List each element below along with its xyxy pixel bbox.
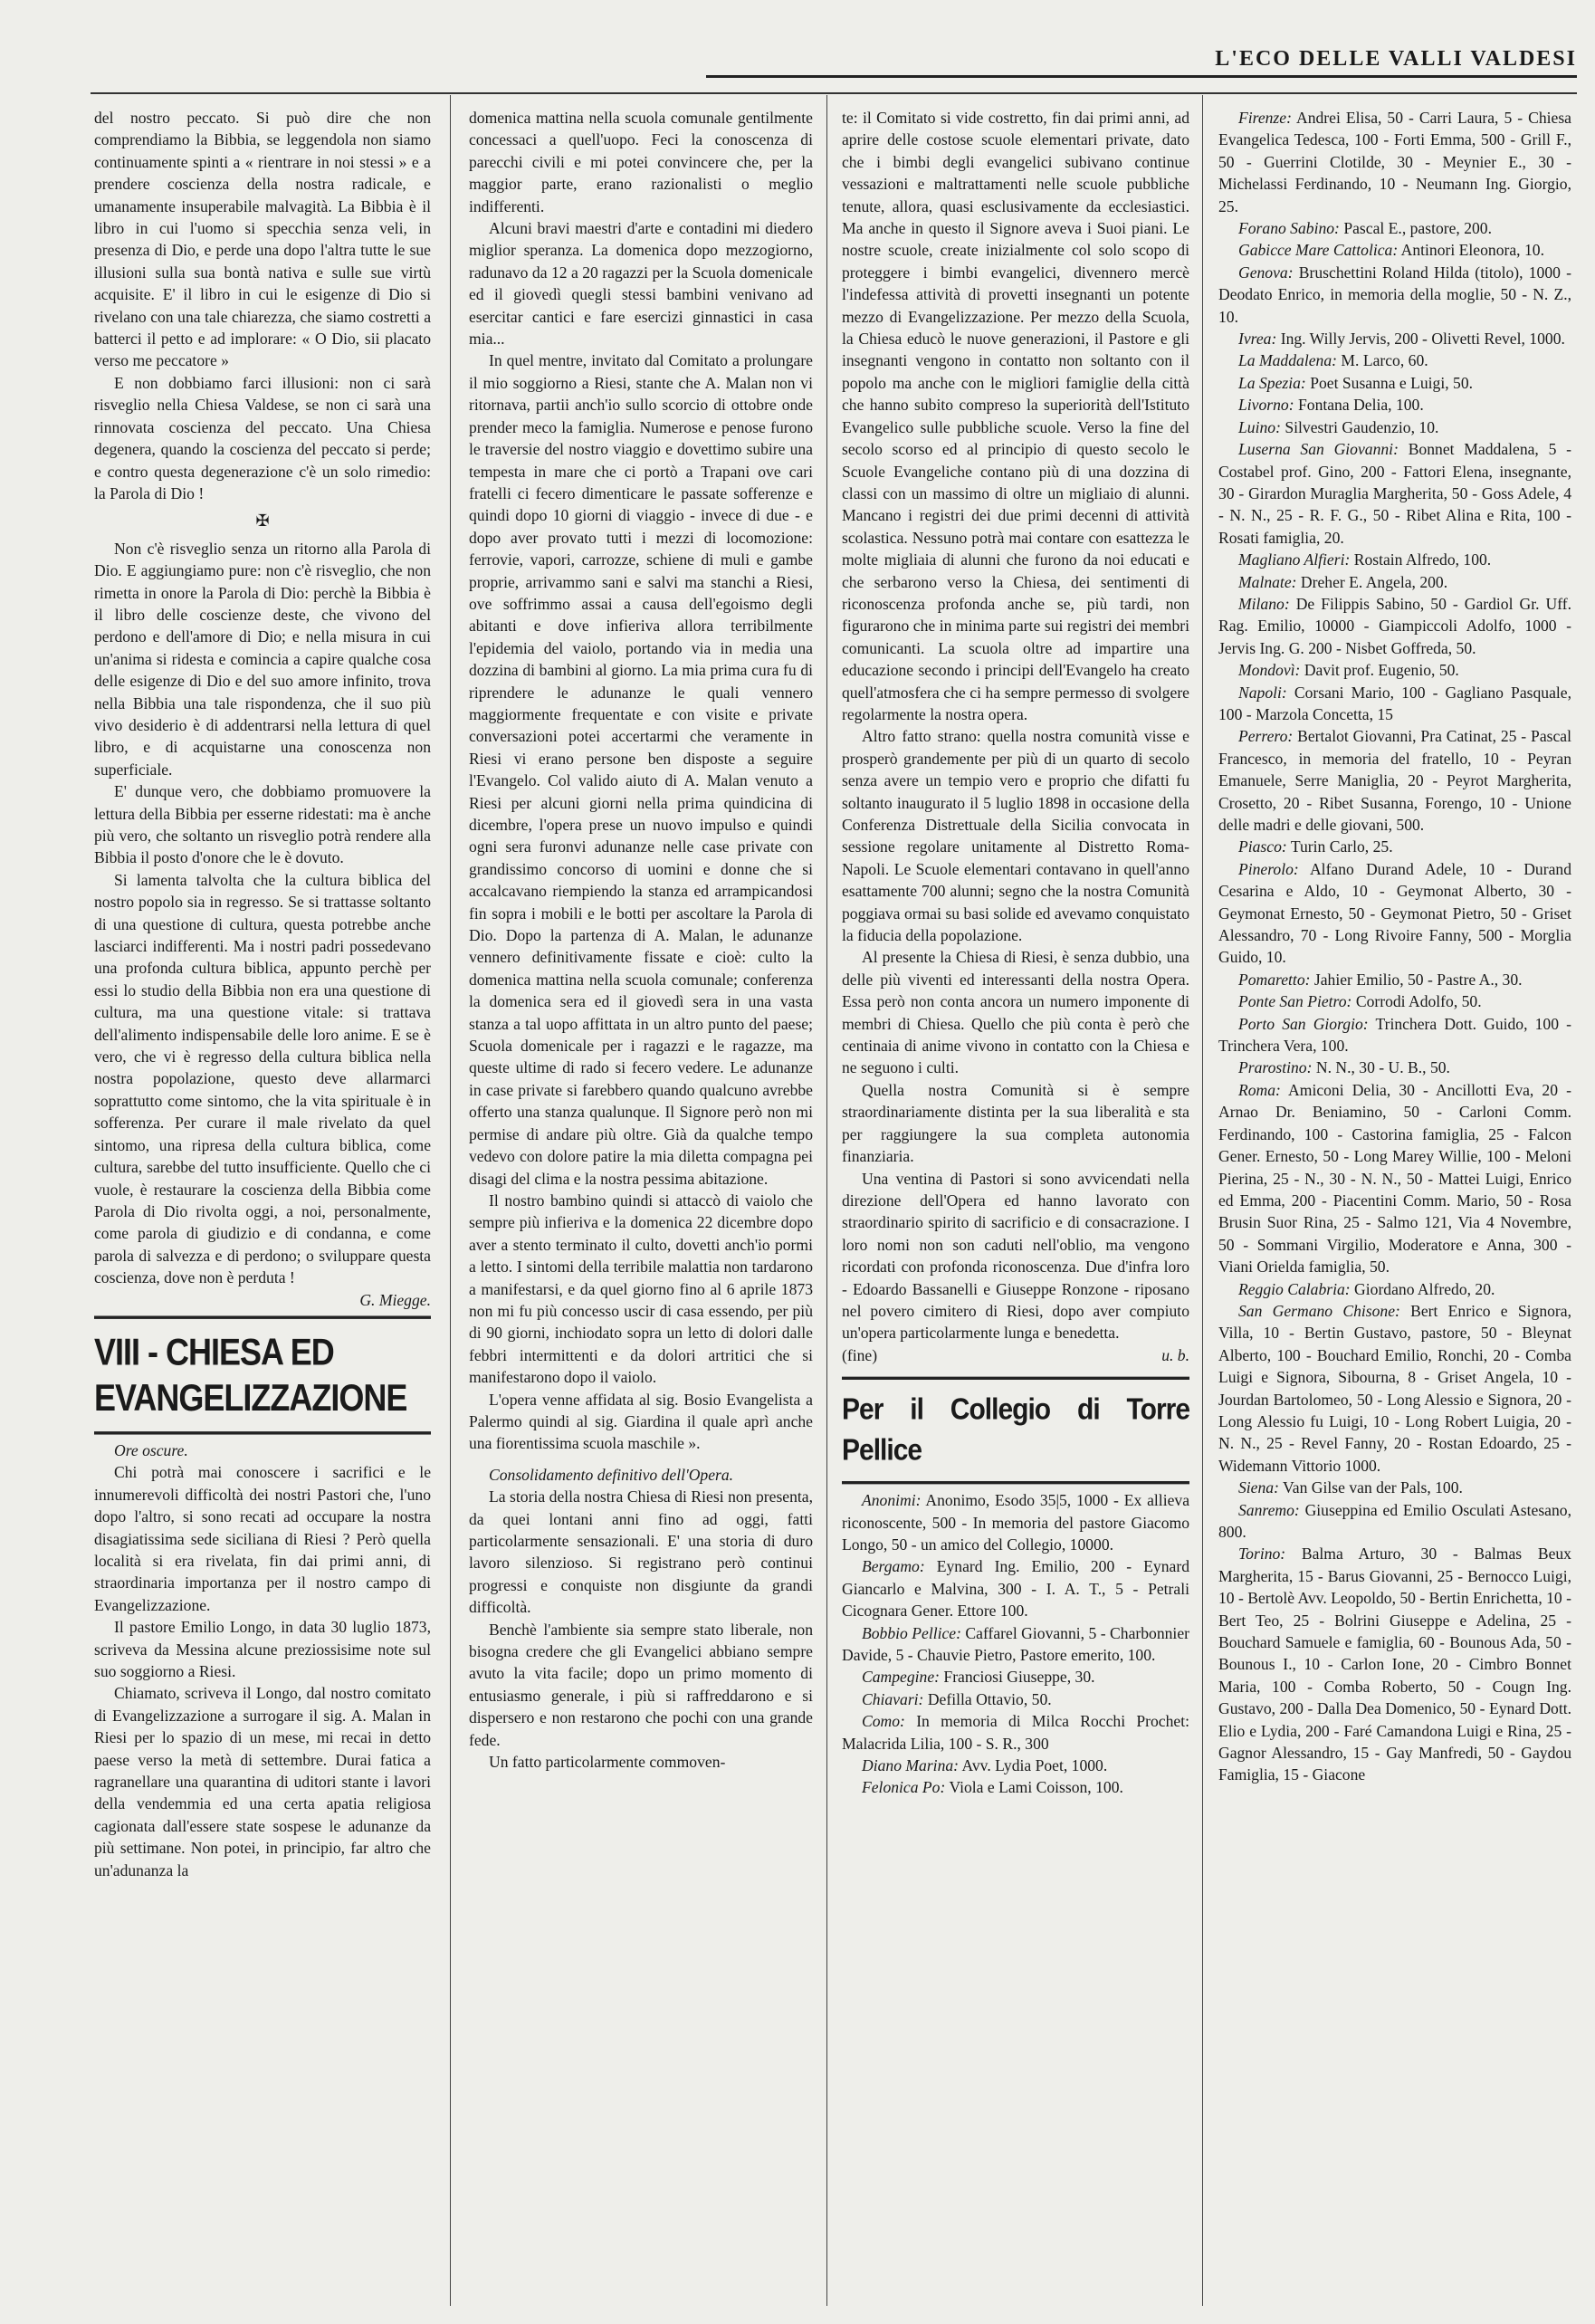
donation-entry (1218, 239, 1571, 261)
donation-place: Genova: (1238, 263, 1294, 282)
donation-entry (842, 1776, 1189, 1798)
column-divider (826, 95, 827, 2306)
donation-entry (842, 1489, 1189, 1555)
donation-place: Prarostino: (1238, 1058, 1313, 1077)
donation-place: Milano: (1238, 594, 1290, 613)
donation-entry (1218, 1057, 1571, 1078)
donation-place: Ivrea: (1238, 330, 1277, 349)
donation-place: Firenze: (1238, 109, 1292, 127)
donation-text: Davit prof. Eugenio, 50. (1304, 661, 1459, 680)
donation-text: Franciosi Giuseppe, 30. (943, 1668, 1095, 1687)
donation-text: Defilla Ottavio, 50. (927, 1689, 1052, 1708)
paragraph: L'opera venne affidata al sig. Bosio Evangelista a Palermo quindi al sig. Giardina il quale aprì anche una fiorentissima scuola maschile ». (469, 1390, 813, 1453)
donation-text: Dreher E. Angela, 200. (1300, 572, 1448, 591)
donation-place: Pomaretto: (1238, 970, 1311, 989)
donation-place: Magliano Alfieri: (1238, 550, 1351, 569)
paragraph: Altro fatto strano: quella nostra comunità visse e prosperò grandemente per più di un quarto di secolo senza avere un tempio vero e proprio che difatti fu soltanto inaugurato il 5 luglio 1898 in occasione della Conferenza Distrettuale della Sicilia convocata in sessione regolare unitamente al Distretto Roma-Napoli. Le Scuole elementari contavano in quell'anno esattamente 700 alunni; segno che la nostra Comunità poggiava ormai su basi solide ed avevamo conquistato la fiducia della popolazione. (842, 727, 1189, 945)
section-title: VIII - CHIESA ED EVANGELIZZAZIONE (94, 1315, 431, 1434)
donation-entry (1218, 1543, 1571, 1785)
paragraph: E' dunque vero, che dobbiamo promuovere la lettura della Bibbia per esserne ridestati: ma è anche più vero, che soltanto un risveglio potrà rendere alla Bibbia il posto d'onore che le è dovuto. (94, 782, 431, 867)
author-initials: u. b. (1161, 1345, 1189, 1364)
donation-place: Ponte San Pietro: (1238, 992, 1352, 1011)
donation-entry (1218, 836, 1571, 857)
donation-entry (1218, 858, 1571, 969)
donation-entry (842, 1710, 1189, 1755)
donation-entry (1218, 659, 1571, 681)
donation-place: Diano Marina: (862, 1756, 960, 1775)
donation-place: Chiavari: (862, 1689, 924, 1708)
donation-place: Piasco: (1238, 837, 1287, 856)
paragraph: del nostro peccato. Si può dire che non comprendiamo la Bibbia, se leggendola non siamo continuamente spinti a « rientrare in noi stessi » e a prendere coscienza della nostra radicale, e umanamente insuperabile malvagità. La Bibbia è il libro in cui l'uomo si specchia senza veli, in presenza di Dio, e perde una dopo l'altra tutte le sue illusioni sulla sua bontà nativa e sulle sue virtù acquisite. E' il libro in cui le esigenze di Dio si rivelano con una tale chiarezza, che siamo costretti a batterci il petto e ad implorare: « O Dio, sii placato verso me peccatore » (94, 109, 431, 370)
donation-place: Malnate: (1238, 572, 1297, 591)
donation-entry (1218, 262, 1571, 328)
donation-place: Bobbio Pellice: (862, 1623, 961, 1642)
donation-place: Bergamo: (862, 1557, 925, 1576)
donation-entry (1218, 1300, 1571, 1477)
donation-text: Balma Arturo, 30 - Balmas Beux Margherita, 15 - Barus Giovanni, 25 - Bernocco Luigi, 10 - Bertolè Avv. Leopoldo, 50 - Bertin Enrichetta, 10 - Bert Teo, 25 - Bolrini Giuseppe e Adelina, 25 - Bouchard Samuele e famiglia, 60 - Bounous Ada, 50 - Bounous I., 10 - Carlon Ione, 20 - Cimbro Bonnet Maria, 100 - Comba Roberto, 50 - Cougn Ing. Gustavo, 200 - Dalla Dea Domenico, 50 - Eynard Dott. Elio e Lydia, 200 - Faré Camandona Luigi e Rina, 25 - Gagnor Alessandro, 15 - Gay Manfredi, 50 - Gaydou Famiglia, 15 - Giacone (1218, 1545, 1571, 1784)
donations-title: Per il Collegio di Torre Pellice (842, 1377, 1189, 1485)
subtitle: Ore oscure. (114, 1440, 188, 1459)
donation-entry (1218, 416, 1571, 438)
donation-text: Alfano Durand Adele, 10 - Durand Cesarina e Aldo, 10 - Geymonat Alberto, 30 - Geymonat Ernesto, 50 - Geymonat Pietro, 50 - Griset Alessandro, 70 - Long Rivoire Fanny, 500 - Morglia Guido, 10. (1218, 859, 1571, 967)
end-mark: (fine) (842, 1345, 878, 1364)
donation-place: Napoli: (1238, 683, 1287, 702)
paragraph: Si lamenta talvolta che la cultura biblica del nostro popolo sia in regresso. Se si trattasse soltanto di una questione di cultura, questa potrebbe anche lasciarci indifferenti. Ma i nostri padri possedevano una profonda cultura biblica, appunto perchè per essi lo studio della Bibbia non era una questione di cultura, ma una questione vitale: si trattava dell'alimento indispensabile delle loro anime. E se è vero, che vi è regresso della cultura biblica nella nostra popolazione, questo deve allarmarci soprattutto come sintomo, che la vita spirituale è in sofferenza. Per curare il male rivelato da quel sintomo, una ripresa della cultura biblica, come cultura, sarebbe del tutto insufficiente. Quello che ci vuole, è restaurare la coscienza della Bibbia come Parola di Dio rivolta oggi, a noi, personalmente, come parola di giudizio e di condanna, e come parola di salvezza e di perdono; o sviluppare questa coscienza, dove non è perduta ! (94, 870, 431, 1287)
donation-entry (842, 1555, 1189, 1621)
donation-place: Pinerolo: (1238, 859, 1299, 878)
donation-entry (1218, 1278, 1571, 1300)
donation-text: Poet Susanna e Luigi, 50. (1310, 373, 1474, 392)
masthead: L'ECO DELLE VALLI VALDESI (706, 47, 1577, 78)
donation-place: Livorno: (1238, 396, 1294, 415)
paragraph: Quella nostra Comunità si è sempre straordinariamente distinta per la sua liberalità e sta per raggiungere la sua completa autonomia finanziaria. (842, 1080, 1189, 1166)
donation-text: Rostain Alfredo, 100. (1353, 550, 1492, 569)
donation-place: La Spezia: (1238, 373, 1306, 392)
donation-place: La Maddalena: (1238, 351, 1337, 370)
donation-place: San Germano Chisone: (1238, 1301, 1400, 1320)
donation-text: Fontana Delia, 100. (1297, 396, 1424, 415)
donation-text: Bruschettini Roland Hilda (titolo), 1000 - Deodato Enrico, in memoria della moglie, 50 - N. Z., 10. (1218, 263, 1571, 326)
donations-list (1218, 107, 1571, 1786)
paragraph: E non dobbiamo farci illusioni: non ci sarà risveglio nella Chiesa Valdese, se non ci sarà una rinnovata coscienza del peccato. Una Chiesa degenera, quando la coscienza del peccato si perde; e contro questa degenerazione c'è un solo rimedio: la Parola di Dio ! (94, 373, 431, 502)
donations-list (842, 1489, 1189, 1799)
paragraph: In quel mentre, invitato dal Comitato a prolungare il mio soggiorno a Riesi, stante che A. Malan non vi ritornava, partii anch'io sullo scorcio di ottobre onde prender meco la famiglia. Numerose e penose furono le traversie del nostro viaggio e dovettimo subire una tempesta in mare che ci portò a Trapani ove cari fratelli ci fecero dimenticare le passate sofferenze e quindi dopo 10 giorni di viaggio - invece di due - e dopo aver provato tutti i mezzi di locomozione: ferrovie, vapori, carrozze, schiene di muli e gambe proprie, arrivammo sani e salvi ma stanchi a Riesi, ove soffrimmo assai a causa dell'egoismo degli abitanti e dove infieriva allora terribilmente l'epidemia del vaiolo, portando via in media una dozzina di bambini al giorno. La mia prima cura fu di riprendere le adunanze le quali vennero maggiormente frequentate e con visite e private conversazioni potei accertarmi che veramente in Riesi vi erano persone ben disposte a seguire l'Evangelo. Col valido aiuto di A. Malan venuto a Riesi per alcuni giorni nella prima quindicina di dicembre, l'opera prese un nuovo impulso e quindi ogni sera furonvi adunanze nelle case private con grandissimo concorso di uomini e donne che si accalcavano riempiendo la stanza ed arrampicandosi fin sopra i mobili e le botti per ascoltare la Parola di Dio. Dopo la partenza di A. Malan, le adunanze vennero definitivamente fissate e cioè: culto la domenica mattina nella scuola comunale; conferenza la domenica sera ed il giovedì sera in una vasta stanza a tal uopo affittata in un altro punto del paese; Scuola domenicale per i ragazzi e le ragazze, ma queste ultime di rado si fecero vedere. Le adunanze in case private si farebbero quando qualcuno avrebbe offerto una stanza qualunque. Il Signore però non mi permise di andare più oltre. Già da qualche tempo vedevo con dolore patire la mia diletta compagna pei disagi del clima e la nostra pessima abitazione. (469, 351, 813, 1188)
donation-place: Roma: (1238, 1080, 1281, 1099)
donation-entry (842, 1755, 1189, 1776)
donation-place: Luserna San Giovanni: (1238, 440, 1399, 459)
donation-text: N. N., 30 - U. B., 50. (1315, 1058, 1450, 1077)
cross-divider: ✠ (255, 512, 270, 531)
donation-place: Gabicce Mare Cattolica: (1238, 241, 1399, 260)
column-divider (450, 95, 451, 2306)
paragraph: Chi potrà mai conoscere i sacrifici e le innumerevoli difficoltà dei nostri Pastori che, l'uno dopo l'altro, si sono recati ad occupare la nostra disagiatissima sede siciliana di Riesi ? Però quella località si era rivelata, fin dai primi anni, di straordinaria importanza per il nostro campo di Evangelizzazione. (94, 1463, 431, 1614)
donation-text: Viola e Lami Coisson, 100. (949, 1778, 1123, 1797)
donation-text: Corsani Mario, 100 - Gagliano Pasquale, 100 - Marzola Concetta, 15 (1218, 683, 1571, 723)
donation-place: Campegine: (862, 1668, 940, 1687)
paragraph: La storia della nostra Chiesa di Riesi non presenta, da quei lontani anni fino ad oggi, fatti particolarmente sensazionali. E' una storia di duro lavoro silenzioso. Si registrano però continui progressi e conquiste non disgiunte da grandi difficoltà. (469, 1487, 813, 1617)
donation-entry (1218, 1079, 1571, 1278)
donation-entry (1218, 549, 1571, 570)
column-3 (842, 107, 1189, 2306)
donation-text: Bonnet Maddalena, 5 - Costabel prof. Gino, 200 - Fattori Elena, insegnante, 30 - Girardon Muraglia Margherita, 50 - Goss Adele, 4 - N. N., 25 - R. F. G., 50 - Ribet Alina e Rita, 100 - Rosati famiglia, 20. (1218, 440, 1571, 547)
donation-text: In memoria di Milca Rocchi Prochet: Malacrida Lilia, 100 - S. R., 300 (842, 1712, 1189, 1753)
donation-text: M. Larco, 60. (1341, 351, 1428, 370)
donation-entry (842, 1666, 1189, 1688)
donation-text: Eynard Ing. Emilio, 200 - Eynard Giancarlo e Malvina, 300 - I. A. T., 5 - Petrali Cicognara Gener. Ettore 100. (842, 1557, 1189, 1621)
donation-text: Trinchera Dott. Guido, 100 - Trinchera Vera, 100. (1218, 1014, 1571, 1056)
donation-place: Luino: (1238, 417, 1281, 436)
column-1 (94, 107, 431, 2306)
donation-text: Bert Enrico e Signora, Villa, 10 - Bertin Gustavo, pastore, 50 - Bleynat Alberto, 100 - Bouchard Emilio, Ronchi, 20 - Comba Luigi e Signora, Sibourna, 8 - Griset Angela, 10 - Jourdan Bartolomeo, 50 - Long Alessio e Signora, 20 - Long Alessio fu Luigi, 10 - Long Robert Luigia, 20 - N. N., 25 - Revel Fanny, 20 - Rostan Edoardo, 25 - Widemann Vittorio 1000. (1218, 1301, 1571, 1475)
donation-place: Reggio Calabria: (1238, 1279, 1351, 1298)
donation-text: Giordano Alfredo, 20. (1354, 1279, 1495, 1298)
donation-entry (1218, 372, 1571, 394)
paragraph: Non c'è risveglio senza un ritorno alla Parola di Dio. E aggiungiamo pure: non c'è risveglio, che non rimetta in onore la Parola di Dio: perchè la Bibbia è il libro delle coscienze deste, che vivono del perdono e dell'amore di Dio; e nella misura in cui un'anima si ridesta e comincia a capire qualche cosa delle esigenze di Dio e del suo amore infinito, trova nella Bibbia una tale rispondenza, che il suo più vivo desiderio è di addentrarsi nella lettura di quel libro, e di acquistarne una conoscenza non superficiale. (94, 539, 431, 779)
donation-entry (842, 1622, 1189, 1667)
donation-place: Perrero: (1238, 727, 1294, 746)
paragraph: Il pastore Emilio Longo, in data 30 luglio 1873, scriveva da Messina alcune preziossisime note sul suo soggiorno a Riesi. (94, 1618, 431, 1680)
donation-text: Giuseppina ed Emilio Osculati Astesano, 800. (1218, 1500, 1571, 1541)
donation-text: Silvestri Gaudenzio, 10. (1285, 417, 1439, 436)
donation-place: Siena: (1238, 1478, 1279, 1497)
donation-text: Amiconi Delia, 30 - Ancillotti Eva, 20 - Arnao Dr. Beniamino, 50 - Carloni Comm. Ferdinando, 100 - Castorina famiglia, 25 - Falcon Gener. Ernesto, 50 - Long Marey Willie, 100 - Meloni Pierina, 25 - N., 30 - N. N., 50 - Mattei Luigi, Enrico ed Emma, 200 - Piacentini Comm. Mario, 50 - Rosa Brusin Suor Rina, 25 - Salmo 121, Via 4 Novembre, 50 - Sommani Virgilio, Moderatore e Anna, 300 - Viani Orielda famiglia, 50. (1218, 1080, 1571, 1277)
signature: G. Miegge. (359, 1290, 431, 1309)
donation-entry (1218, 107, 1571, 217)
donation-entry (1218, 217, 1571, 239)
donation-place: Torino: (1238, 1545, 1286, 1564)
donation-entry (1218, 725, 1571, 836)
donation-entry (1218, 349, 1571, 371)
donation-entry (1218, 1013, 1571, 1057)
paragraph: Benchè l'ambiente sia sempre stato liberale, non bisogna credere che gli Evangelici abbiano sempre avuto la vita facile; dopo un primo momento di entusiasmo generale, i più si raffreddarono e si dispersero e non restarono che pochi con una grande fede. (469, 1620, 813, 1749)
donation-entry (1218, 593, 1571, 659)
donation-text: Ing. Willy Jervis, 200 - Olivetti Revel, 1000. (1280, 330, 1565, 349)
column-4 (1218, 107, 1571, 2306)
donation-text: Turin Carlo, 25. (1290, 837, 1393, 856)
paragraph: te: il Comitato si vide costretto, fin dai primi anni, ad aprire delle costose scuole elementari private, dato che i bimbi degli evangelici subivano continue vessazioni e maltrattamenti nelle scuole pubbliche tenute, allora, quasi esclusivamente da ecclesiastici. Ma anche in questo il Signore aveva i Suoi piani. Le nostre scuole, create inizialmente col solo scopo di proteggere i bimbi evangelici, divennero mercè l'indefessa attività di provetti insegnanti un potente mezzo di Evangelizzazione. Per mezzo della Scuola, la Chiesa educò le nuove generazioni, il Pastore e gli insegnanti vengono in contatto non soltanto con il popolo ma anche con le migliori famiglie della città che hanno subito compreso la superiorità dell'Istituto Evangelico sulle pubbliche scuole. Verso la fine del secolo scorso ed al principio di questo secolo le Scuole Evangeliche contano più di una dozzina di classi con un massimo di oltre un migliaio di alunni. Mancano i registri dei due primi decenni di attività scolastica. Nessuno potrà mai contare con esattezza le molte migliaia di alunni che furono da noi educati e che serbarono verso la Chiesa, dei sentimenti di riconoscenza profonda anche se, più tardi, non figurarono che in minima parte sui registri dei membri comunicanti. La scuola oltre ad impartire una educazione secondo i principi dell'Evangelo ha creato quell'atmosfera che ci ha sempre permesso di svolgere regolarmente la nostra opera. (842, 109, 1189, 723)
paragraph: Un fatto particolarmente commoven- (489, 1753, 726, 1772)
column-2 (469, 107, 813, 2306)
donation-entry (1218, 571, 1571, 593)
donation-entry (1218, 969, 1571, 990)
top-rule (91, 92, 1577, 94)
donation-text: De Filippis Sabino, 50 - Gardiol Gr. Uff. Rag. Emilio, 10000 - Giampiccoli Adolfo, 1000 - Jervis Ing. G. 200 - Nisbet Goffreda, 50. (1218, 594, 1571, 657)
paragraph: domenica mattina nella scuola comunale gentilmente concessaci a quell'uopo. Feci la conoscenza di parecchi civili e mi potei convincere che, per la maggior parte, erano razionalisti o meglio indifferenti. (469, 109, 813, 215)
donation-text: Avv. Lydia Poet, 1000. (961, 1756, 1108, 1775)
donation-place: Mondovì: (1238, 661, 1301, 680)
donation-text: Anonimo, Esodo 35|5, 1000 - Ex allieva riconoscente, 500 - In memoria del pastore Giacomo Longo, 50 - un amico del Collegio, 10000. (842, 1491, 1189, 1554)
donation-text: Jahier Emilio, 50 - Pastre A., 30. (1313, 970, 1523, 989)
donation-text: Antinori Eleonora, 10. (1400, 241, 1544, 260)
column-divider (1202, 95, 1203, 2306)
paragraph: Una ventina di Pastori si sono avvicendati nella direzione dell'Opera ed hanno lavorato con straordinario spirito di sacrificio e di consacrazione. I loro nomi non son caduti nell'oblio, ma vengono ricordati con profonda riconoscenza. Due d'infra loro - Edoardo Bassanelli e Giuseppe Ronzone - riposano nel povero cimitero di Riesi, dopo aver compiuto un'opera particolarmente lunga e benedetta. (842, 1169, 1189, 1343)
paragraph: Chiamato, scriveva il Longo, dal nostro comitato di Evangelizzazione a surrogare il sig. A. Malan in Riesi per lo spazio di un mese, mi recai in detto paese verso la metà di settembre. Durai fatica a ragranellare una quarantina di uditori stante i lavori della vendemmia ed una certa apatia religiosa cagionata dall'essere state sospese le adunanze da più settimane. Non potei, in principio, far altro che un'adunanza la (94, 1684, 431, 1879)
donation-place: Porto San Giorgio: (1238, 1014, 1369, 1033)
donation-text: Corrodi Adolfo, 50. (1355, 992, 1482, 1011)
donation-place: Anonimi: (862, 1491, 922, 1510)
donation-entry (1218, 682, 1571, 726)
donation-text: Caffarel Giovanni, 5 - Charbonnier Davide, 5 - Chauvie Pietro, Pastore emerito, 100. (842, 1623, 1189, 1664)
donation-place: Sanremo: (1238, 1500, 1300, 1519)
donation-text: Pascal E., pastore, 200. (1343, 219, 1493, 238)
donation-entry (1218, 438, 1571, 549)
donation-text: Bertalot Giovanni, Pra Catinat, 25 - Pascal Francesco, in memoria del fratello, 10 - Peyran Emanuele, Serre Maniglia, 20 - Peyrot Margherita, Crosetto, 20 - Ribet Susanna, Forengo, 10 - Unione delle madri e delle giovani, 500. (1218, 727, 1571, 834)
article-end (842, 1344, 1189, 1366)
donation-entry (1218, 990, 1571, 1012)
donation-place: Como: (862, 1712, 905, 1731)
donation-place: Felonica Po: (862, 1778, 946, 1797)
donation-entry (1218, 328, 1571, 349)
donation-text: Andrei Elisa, 50 - Carri Laura, 5 - Chiesa Evangelica Tedesca, 100 - Forti Emma, 500 - Grill F., 50 - Guerrini Clotilde, 30 - Meynier E., 30 - Michelassi Ferdinando, 10 - Neumann Ing. Giorgio, 25. (1218, 109, 1571, 215)
paragraph: Al presente la Chiesa di Riesi, è senza dubbio, una delle più viventi ed interessanti della nostra Opera. Essa però non conta ancora un numero imponente di membri di Chiesa. Quello che più conta è però che centinaia di anime vivono in contatto con la Chiesa e ne seguono i culti. (842, 948, 1189, 1077)
donation-entry (842, 1688, 1189, 1710)
donation-entry (1218, 1477, 1571, 1498)
paragraph: Alcuni bravi maestri d'arte e contadini mi diedero miglior speranza. La domenica dopo mezzogiorno, radunavo da 12 a 20 ragazzi per la Scuola domenicale ed il giovedì quegli stessi bambini venivano ad esercitar cantici e fare esercizi ginnastici in casa mia... (469, 219, 813, 349)
paragraph: Il nostro bambino quindi si attaccò di vaiolo che sempre più infieriva e la domenica 22 dicembre dopo aver a stento terminato il culto, dovetti anch'io pormi a letto. I sintomi della terribile malattia non tardarono a manifestarsi, e da quel giorno fino al 6 aprile 1873 non mi fu più concesso uscir di casa essendo, per più di 90 giorni, inchiodato sopra un letto di dolori dalle febbri intermittenti e da dolori artritici che si manifestarono dopo il vaiolo. (469, 1191, 813, 1387)
donation-entry (1218, 1499, 1571, 1544)
donation-text: Van Gilse van der Pals, 100. (1283, 1478, 1463, 1497)
donation-place: Forano Sabino: (1238, 219, 1340, 238)
donation-entry (1218, 394, 1571, 416)
subtitle: Consolidamento definitivo dell'Opera. (489, 1465, 734, 1484)
